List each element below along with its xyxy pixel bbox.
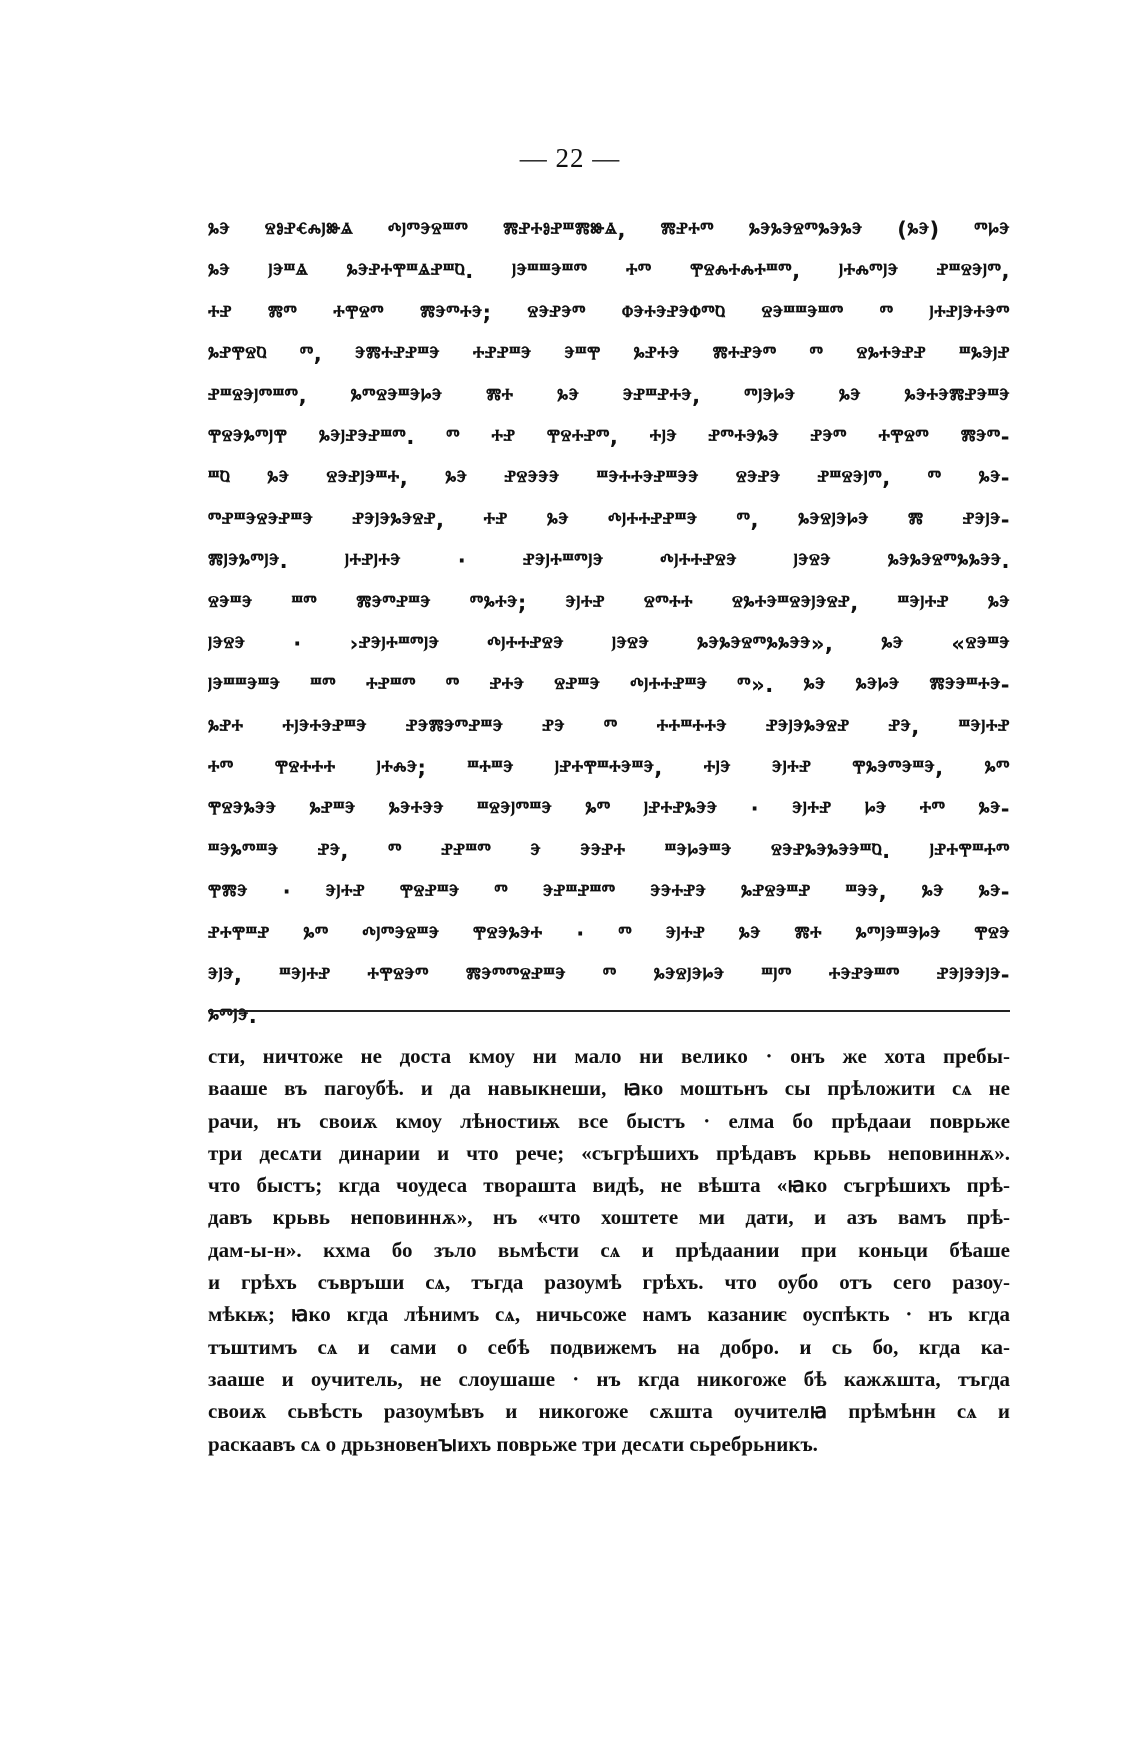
- glagolitic-line: ⱜⰵⱄⰵ · ›ⱀⰵⱜⰰⱎⱅⱜⰵ ⰴⱜⰰⰰⱀⱄⰵ ⱜⰵⱄⰵ ⰳⰵⰳⰵⱄⱅⰳⰳⰵⰵ», ⰳⰵ «ⱄⰵⱎⰵ: [208, 631, 1010, 656]
- glagolitic-line: ⱀⰰⰹⱎⱀ ⰳⱅ ⰴⱜⱅⰵⱄⱎⰵ ⰹⱄⰵⰳⰵⰰ · ⱅ ⰵⱜⰰⱀ ⰳⰵ ⰿⰰ ⰳⱅⱜⰵⱎⰵⱈⰵ ⰹⱄⰵ: [208, 921, 1010, 946]
- glagolitic-line: ⱀⱎⱄⰵⱜⱅⱎⱅ, ⰳⱅⱄⰵⱎⰵⱈⰵ ⰿⰰ ⰳⰵ ⰵⱀⱎⱀⰰⰵ, ⱅⱜⰵⱈⰵ ⰳⰵ ⰳⰵⰰⰵⰿⱀⰵⱎⰵ: [208, 383, 1010, 408]
- cyrillic-line: что быстъ; кгда чоудеса творашта видѣ, не вѣшта «ꙗко съгрѣшихъ прѣ-: [208, 1173, 1010, 1198]
- cyrillic-line: дам-ы-н». кхма бо зъло вьмѣсти сѧ и прѣдаании при коньци бѣаше: [208, 1237, 1010, 1262]
- cyrillic-line: зааше и оучитель, не слоушаше · нъ кгда никогоже бѣ кажѫшта, тъгда: [208, 1366, 1010, 1391]
- cyrillic-line: вааше въ пагоубѣ. и да навыкнеши, ꙗко моштьнъ сы прѣложити сѧ не: [208, 1076, 1010, 1101]
- glagolitic-line: ⰳⱀⰰ ⰰⱜⰵⰰⰵⱀⱎⰵ ⱀⰵⰿⰵⱅⱀⱎⰵ ⱀⰵ ⱅ ⰰⰰⱎⰰⰰⰵ ⱀⰵⱜⰵⰳⰵⱄⱀ ⱀⰵ, ⱎⰵⱜⰰⱀ: [208, 714, 1010, 739]
- glagolitic-line: ⰹⱄⰵⰳⰵⰵ ⰳⱀⱎⰵ ⰳⰵⰰⰵⰵ ⱎⱄⰵⱜⱅⱎⰵ ⰳⱅ ⱜⱀⰰⱀⰳⰵⰵ · ⰵⱜⰰⱀ ⱈⰵ ⰰⱅ ⰳⰵ-: [208, 797, 1010, 822]
- glagolitic-line: ⱎⰵⰳⱅⱎⰵ ⱀⰵ, ⱅ ⱀⱀⱎⱅ ⰵ ⰵⰵⱀⰰ ⱎⰵⱈⰵⱎⰵ ⱄⰵⱀⰳⰵⰳⰵⰵⱎⱒ. ⱜⱀⰰⰹⱎⰰⱅ: [208, 838, 1010, 863]
- glagolitic-line: ⰳⰵ ⱄⱁⱀⱔⰾⱜⱆⱑ ⰴⱜⱅⰵⱄⱎⱅ ⰿⱀⰰⱁⱀⱎⰿⱆⱑ, ⰿⱀⰰⱅ ⰳⰵⰳⰵⱄⱅⰳⰵⰳⰵ (ⰳⰵ) ⱅⱈⰵ: [208, 218, 1010, 242]
- glagolitic-line: ⰳⱅⱜⰵ.: [208, 1004, 258, 1029]
- cyrillic-text-block: [208, 1040, 1010, 1460]
- cyrillic-line: давъ крьвь неповиннѫ», нъ «что хоштете ми дати, и азъ вамъ прѣ-: [208, 1205, 1010, 1230]
- glagolitic-line: ⱅⱀⱎⰵⱄⰵⱀⱎⰵ ⱀⰵⱜⰵⰳⰵⱄⱀ, ⰰⱀ ⰳⰵ ⰴⱜⰰⰰⱀⱀⱎⰵ ⱅ, ⰳⰵⱄⱜⰵⱈⰵ ⰿ ⱀⰵⱜⰵ-: [208, 507, 1010, 532]
- glagolitic-line: ⰰⱀ ⰿⱅ ⰰⰹⱄⱅ ⰿⰵⱅⰰⰵ; ⱄⰵⱀⰵⱅ ⱇⰵⰰⰵⱀⰵⱇⱅⱒ ⱄⰵⱎⱎⰵⱎⱅ ⱅ ⱜⰰⱀⱜⰵⰰⰵⱅ: [208, 300, 1010, 325]
- glagolitic-line: ⰿⱜⰵⰳⱅⱜⰵ. ⱜⰰⱀⱜⰰⰵ · ⱀⰵⱜⰰⱎⱅⱜⰵ ⰴⱜⰰⰰⱀⱄⰵ ⱜⰵⱄⰵ ⰳⰵⰳⰵⱄⱅⰳⰳⰵⰵ.: [208, 549, 1010, 574]
- glagolitic-line: ⰳⰵ ⱜⰵⱎⱑ ⰳⰵⱀⰰⰹⱎⱑⱀⱎⱒ. ⱜⰵⱎⱎⰵⱎⱅ ⰰⱅ ⰹⱄⰾⰰⰾⰰⱎⱅ, ⱜⰰⰾⱅⱜⰵ ⱀⱎⱄⰵⱜⱅ,: [208, 259, 1010, 284]
- cyrillic-line: тъштимъ сѧ и сами о себѣ подвижемъ на добро. и сь бо, кгда ка-: [208, 1334, 1010, 1359]
- cyrillic-line: рачи, нъ своиѫ кмоу лѣностиѭ всe быстъ · елма бо прѣдаaи поврьже: [208, 1108, 1010, 1133]
- cyrillic-line: и грѣхъ съвръши сѧ, тъгда разоумѣ грѣхъ. что оубо отъ сего разоу-: [208, 1270, 1010, 1295]
- cyrillic-line: мѣкѭ; ꙗко кгда лѣнимъ сѧ, ничьсоже намъ казаниѥ оуспѣкть · нъ кгда: [208, 1302, 1010, 1327]
- glagolitic-line: ⰰⱅ ⰹⱄⰰⰰⰰ ⱜⰰⰾⰵ; ⱎⰰⱎⰵ ⱜⱀⰰⰹⱎⰰⰵⱎⰵ, ⰰⱜⰵ ⰵⱜⰰⱀ ⰹⰳⰵⱅⰵⱎⰵ, ⰳⱅ: [208, 756, 1010, 781]
- glagolitic-line: ⱜⰵⱎⱎⰵⱎⰵ ⱎⱅ ⰰⱀⱎⱅ ⱅ ⱀⰰⰵ ⱄⱀⱎⰵ ⰴⱜⰰⰰⱀⱎⰵ ⱅ». ⰳⰵ ⰳⰵⱈⰵ ⰿⰵⰵⱎⰰⰵ-: [208, 673, 1010, 698]
- glagolitic-text-block: [208, 210, 1010, 1038]
- cyrillic-line: сти, ничтоже не доста кмоу ни мало ни велико · онъ же хота пребы-: [208, 1044, 1010, 1068]
- glagolitic-line: ⰹⱄⰵⰳⱅⱜⰹ ⰳⰵⱜⱀⰵⱀⱎⱅ. ⱅ ⰰⱀ ⰹⱄⰰⱀⱅ, ⰰⱜⰵ ⱀⱅⰰⰵⰳⰵ ⱀⰵⱅ ⰰⰹⱄⱅ ⰿⰵⱅ-: [208, 424, 1010, 449]
- glagolitic-line: ⰹⰿⰵ · ⰵⱜⰰⱀ ⰹⱄⱀⱎⰵ ⱅ ⰵⱀⱎⱀⱎⱅ ⰵⰵⰰⱀⰵ ⰳⱀⱄⰵⱎⱀ ⱎⰵⰵ, ⰳⰵ ⰳⰵ-: [208, 880, 1010, 905]
- page-number: — 22 —: [519, 143, 621, 173]
- cyrillic-line: три десѧти динарии и что рече; «съгрѣшихъ прѣдавъ крьвь неповиннѫ».: [208, 1140, 1010, 1165]
- glagolitic-line: ⱎⱒ ⰳⰵ ⱄⰵⱀⱜⰵⱎⰰ, ⰳⰵ ⱀⱄⰵⰵⰵ ⱎⰵⰰⰰⰵⱀⱎⰵⰵ ⱄⰵⱀⰵ ⱀⱎⱄⰵⱜⱅ, ⱅ ⰳⰵ-: [208, 466, 1010, 491]
- cyrillic-line: своиѫ сьвѣсть разоумѣвъ и никогоже сѫшта оучителꙗ прѣмѣнн сѧ и: [208, 1399, 1010, 1424]
- section-divider: [208, 1010, 1010, 1012]
- glagolitic-line: ⰵⱜⰵ, ⱎⰵⱜⰰⱀ ⰰⰹⱄⰵⱅ ⰿⰵⱅⱅⱄⱀⱎⰵ ⱅ ⰳⰵⱄⱜⰵⱈⰵ ⱎⱜⱅ ⰰⰵⱀⰵⱎⱅ ⱀⰵⱜⰵⰵⱜⰵ-: [208, 963, 1010, 988]
- glagolitic-line: ⰳⱀⰹⱄⱒ ⱅ, ⰵⰿⰰⱀⱀⱎⰵ ⰰⱀⱀⱎⰵ ⰵⱎⰹ ⰳⱀⰰⰵ ⰿⰰⱀⰵⱅ ⱅ ⱄⰳⰰⰵⱀⱀ ⱎⰳⰵⱜⱀ: [208, 342, 1010, 367]
- glagolitic-line: ⱄⰵⱎⰵ ⱎⱅ ⰿⰵⱅⱀⱎⰵ ⱅⰳⰰⰵ; ⰵⱜⰰⱀ ⱄⱅⰰⰰ ⱄⰳⰰⰵⱎⱄⰵⱜⰵⱄⱀ, ⱎⰵⱜⰰⱀ ⰳⰵ: [208, 590, 1010, 615]
- cyrillic-line: раскаавъ сѧ о дрьзновенꙑихъ поврьже три десѧти сьребрьникъ.: [208, 1431, 818, 1456]
